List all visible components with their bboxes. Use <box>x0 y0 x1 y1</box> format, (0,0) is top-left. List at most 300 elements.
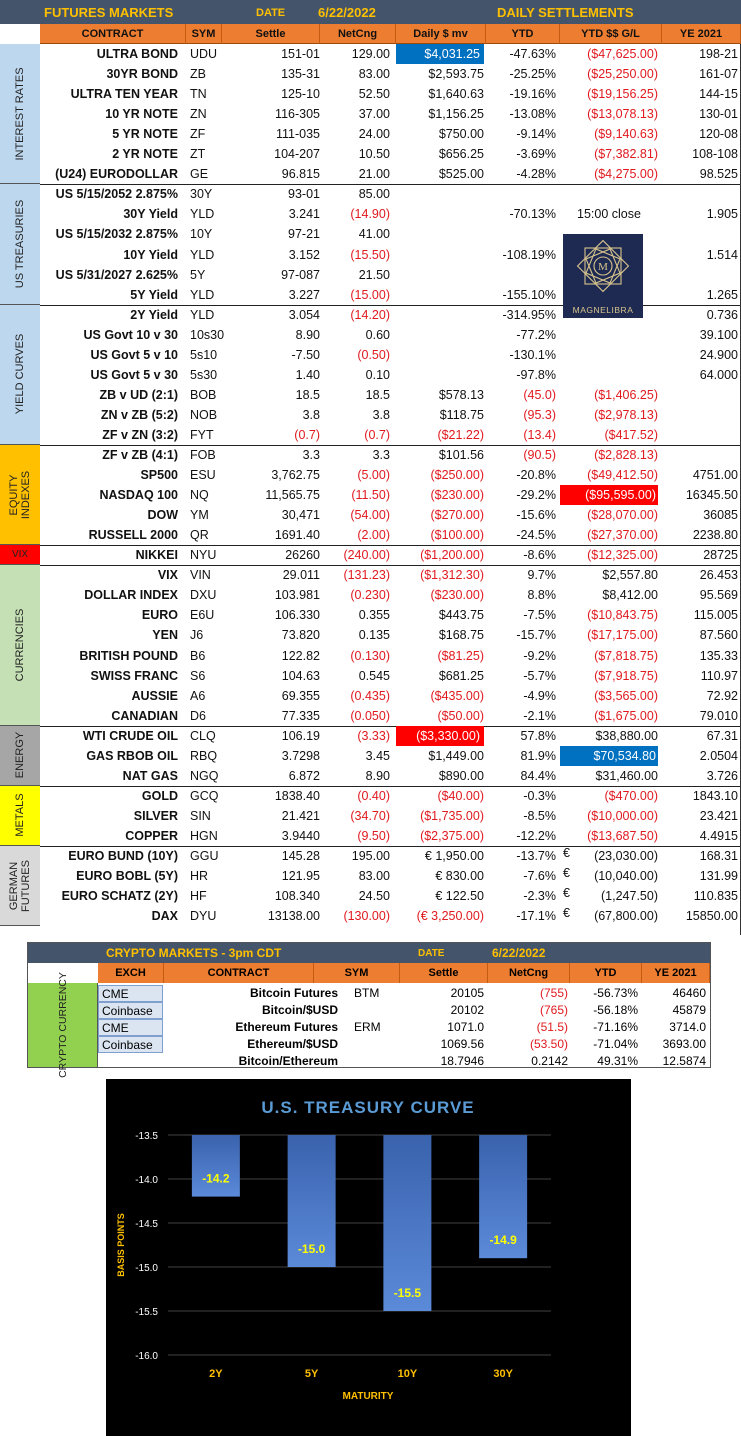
cell-con: NIKKEI <box>135 548 178 563</box>
table-row <box>40 385 740 405</box>
treasury-curve-chart <box>106 1079 631 1436</box>
table-row <box>40 184 740 204</box>
cell-ytd: -17.1% <box>516 909 556 924</box>
cell-set: 3.7298 <box>281 748 320 763</box>
crypto-cell-con: Bitcoin/Ethereum <box>238 1054 338 1068</box>
cell-ytd: -47.63% <box>509 47 556 61</box>
cell-con: EURO SCHATZ (2Y) <box>61 889 178 904</box>
cell-sym: TN <box>190 87 207 102</box>
cell-ye: 2.0504 <box>699 748 738 763</box>
cell-net: (0.230) <box>350 588 390 603</box>
cell-dly <box>396 305 484 325</box>
cell-con: ZF v ZB (4:1) <box>102 448 178 462</box>
cell-net: 37.00 <box>358 107 390 122</box>
cell-ye: 64.000 <box>699 367 738 382</box>
cell-sym: YLD <box>190 207 215 222</box>
crypto-cell-net: 0.2142 <box>531 1054 568 1068</box>
cell-sym: YM <box>190 508 209 523</box>
crypto-cell-set: 1069.56 <box>440 1037 484 1051</box>
cell-con: 5 YR NOTE <box>112 127 178 142</box>
cell-ye: 24.900 <box>699 347 738 362</box>
crypto-cell-ye: 3714.0 <box>669 1020 706 1034</box>
cell-set: 93-01 <box>288 187 320 202</box>
cell-ye: 130-01 <box>699 107 738 122</box>
cell-dly: € 830.00 <box>435 869 484 884</box>
cell-ytd: -70.13% <box>509 207 556 222</box>
crypto-cell-con: Ethereum Futures <box>235 1020 338 1034</box>
cell-ytd: -15.7% <box>516 628 556 643</box>
cell-net: (9.50) <box>357 828 390 843</box>
cell-sym: YLD <box>190 307 215 322</box>
col-daily: Daily $ mv <box>396 24 486 44</box>
crypto-cell-con: Bitcoin/$USD <box>261 1003 338 1017</box>
cell-con: ZB v UD (2:1) <box>99 387 178 402</box>
table-row <box>40 846 740 866</box>
cell-ytd: -8.6% <box>523 548 556 563</box>
cell-ytd: (95.3) <box>523 407 556 422</box>
crypto-row <box>98 1019 710 1036</box>
cell-set: 145.28 <box>281 849 320 863</box>
crypto-row <box>98 985 710 1002</box>
cell-gl: $31,460.00 <box>595 768 658 783</box>
cell-ye: 79.010 <box>699 708 738 723</box>
crypto-date-label: DATE <box>418 948 445 959</box>
cell-net: 18.5 <box>365 387 390 402</box>
cell-sym: DYU <box>190 909 217 924</box>
cell-con: 30Y Yield <box>123 207 178 222</box>
cell-ytd <box>486 184 556 204</box>
cell-dly <box>396 245 484 265</box>
cell-set: 97-21 <box>288 227 320 242</box>
crypto-col-contract: CONTRACT <box>164 963 314 983</box>
cell-net: 24.50 <box>358 889 390 904</box>
cell-gl: (23,030.00) <box>594 849 658 863</box>
cell-net: (240.00) <box>343 548 390 563</box>
crypto-cell-net: (765) <box>539 1003 568 1017</box>
cell-gl: ($12,325.00) <box>587 548 658 563</box>
cell-net: 24.00 <box>358 127 390 142</box>
cell-sym: B6 <box>190 648 206 663</box>
cell-gl: ($2,978.13) <box>594 407 658 422</box>
section-currencies <box>0 565 40 725</box>
cell-ytd: (45.0) <box>523 387 556 402</box>
cell-sym: ZF <box>190 127 206 142</box>
cell-ye: 110.97 <box>700 668 738 683</box>
cell-net: (14.20) <box>350 307 390 322</box>
cell-net: (0.7) <box>364 427 390 442</box>
cell-sym: ZN <box>190 107 207 122</box>
cell-ytd: 57.8% <box>520 728 556 743</box>
cell-net: 0.60 <box>365 327 390 342</box>
cell-con: AUSSIE <box>131 688 178 703</box>
y-axis-label: BASIS POINTS <box>116 1213 126 1277</box>
section-equity-indexes <box>0 445 40 545</box>
cell-set: 111-035 <box>275 127 320 142</box>
cell-ytd: -3.69% <box>516 147 556 162</box>
cell-con: SILVER <box>133 808 178 823</box>
cell-sym: VIN <box>190 568 211 583</box>
cell-set: 135-31 <box>281 67 320 82</box>
cell-con: YEN <box>152 628 178 643</box>
cell-ytd: -130.1% <box>509 347 556 362</box>
crypto-cell-set: 20105 <box>450 986 484 1000</box>
crypto-cell-ytd: -71.16% <box>593 1020 638 1034</box>
cell-dly: $443.75 <box>438 608 484 623</box>
cell-con: US Govt 5 v 30 <box>90 367 178 382</box>
cell-ye: 4751.00 <box>692 468 738 483</box>
cell-ye <box>662 405 738 425</box>
cell-set: 11,565.75 <box>265 488 320 503</box>
cell-ytd: -2.1% <box>523 708 556 723</box>
cell-sym: 5s10 <box>190 347 218 362</box>
cell-ye: 115.005 <box>693 608 738 623</box>
cell-con: NASDAQ 100 <box>99 488 178 503</box>
crypto-cell-set: 20102 <box>450 1003 484 1017</box>
cell-gl: ($19,156.25) <box>587 87 658 102</box>
cell-ytd: -7.6% <box>523 869 556 884</box>
cell-ytd: -108.19% <box>502 247 556 262</box>
y-tick-label: -13.5 <box>135 1131 158 1142</box>
table-row <box>40 766 740 786</box>
cell-con: 2Y Yield <box>130 307 178 322</box>
cell-gl: ($7,382.81) <box>594 147 658 162</box>
section-german-futures <box>0 846 40 926</box>
cell-net: (0.40) <box>357 788 390 803</box>
crypto-cell-ye: 45879 <box>672 1003 706 1017</box>
cell-ytd: -25.25% <box>509 67 556 82</box>
cell-con: CANADIAN <box>111 708 178 723</box>
crypto-col-ytd: YTD <box>570 963 642 983</box>
cell-net: (0.130) <box>350 648 390 663</box>
cell-con: DAX <box>151 909 178 924</box>
cell-sym: S6 <box>190 668 206 683</box>
cell-net: (34.70) <box>350 808 390 823</box>
cell-sym: 10s30 <box>190 327 225 342</box>
section-us-treasuries <box>0 184 40 304</box>
cell-ytd: -4.28% <box>516 167 556 182</box>
cell-ytd: -15.6% <box>516 508 556 523</box>
x-axis-label: MATURITY <box>342 1391 394 1402</box>
crypto-col-exch: EXCH <box>98 963 164 983</box>
cell-net: 85.00 <box>358 187 390 202</box>
cell-dly: ($81.25) <box>437 648 484 663</box>
cell-dly: ($40.00) <box>437 788 484 803</box>
crypto-date: 6/22/2022 <box>492 946 546 960</box>
section-energy <box>0 726 40 786</box>
cell-net: (0.435) <box>350 688 390 703</box>
cell-net: 83.00 <box>358 67 390 82</box>
y-tick-label: -14.5 <box>135 1219 158 1230</box>
cell-ytd: -155.10% <box>502 287 556 302</box>
cell-net: 3.8 <box>372 407 390 422</box>
cell-ytd: -5.7% <box>523 668 556 683</box>
crypto-col-ye2021: YE 2021 <box>642 963 710 983</box>
bar-value-label: -14.2 <box>202 1171 230 1186</box>
crypto-cell-sym <box>354 1036 404 1053</box>
crypto-cell-ytd: -56.18% <box>593 1003 638 1017</box>
cell-gl <box>560 365 658 385</box>
table-row <box>40 124 740 144</box>
cell-dly: $118.75 <box>439 407 484 422</box>
cell-con: SP500 <box>140 468 178 483</box>
cell-net: (15.00) <box>350 287 390 302</box>
crypto-cell-con: Ethereum/$USD <box>247 1037 338 1051</box>
table-row <box>40 625 740 645</box>
crypto-cell-ye: 12.5874 <box>662 1054 706 1068</box>
cell-con: ULTRA TEN YEAR <box>70 87 178 102</box>
cell-con: 10 YR NOTE <box>105 107 178 122</box>
table-row <box>40 545 740 565</box>
table-row <box>40 605 740 625</box>
cell-gl: ($1,675.00) <box>594 708 658 723</box>
table-row <box>40 826 740 846</box>
crypto-title: CRYPTO MARKETS - 3pm CDT <box>106 946 282 960</box>
cell-sym: RBQ <box>190 748 218 763</box>
cell-ye: 28725 <box>703 548 738 563</box>
table-row <box>40 44 740 64</box>
cell-con: COPPER <box>125 828 178 843</box>
cell-set: 103.981 <box>274 588 320 603</box>
cell-set: 3.9440 <box>281 828 320 843</box>
table-row <box>40 425 740 445</box>
section-label: METALS <box>14 793 26 838</box>
cell-ytd: 8.8% <box>527 588 556 603</box>
cell-ytd: -97.8% <box>516 367 556 382</box>
cell-gl: ($1,406.25) <box>594 387 658 402</box>
crypto-row <box>98 1002 710 1019</box>
cell-dly: € 1,950.00 <box>424 849 484 863</box>
cell-set: 30,471 <box>281 508 320 523</box>
cell-set: 8.90 <box>295 327 320 342</box>
crypto-cell-sym <box>354 1053 404 1070</box>
cell-gl: ($10,000.00) <box>587 808 658 823</box>
x-tick-label: 30Y <box>493 1368 513 1380</box>
cell-sym: YLD <box>190 247 215 262</box>
cell-sym: GGU <box>190 849 219 863</box>
table-row <box>40 646 740 666</box>
cell-set: 18.5 <box>295 387 320 402</box>
crypto-header <box>28 943 710 963</box>
cell-ye <box>662 184 738 204</box>
col-contract: CONTRACT <box>40 24 186 44</box>
section-label: ENERGY <box>14 732 26 779</box>
cell-ye: 16345.50 <box>685 488 738 503</box>
cell-con: ZF v ZN (3:2) <box>102 427 178 442</box>
table-row <box>40 706 740 726</box>
cell-ye: 39.100 <box>699 327 738 342</box>
cell-sym: D6 <box>190 708 206 723</box>
section-yield-curves <box>0 305 40 445</box>
section-metals <box>0 786 40 846</box>
crypto-cell-sym: ERM <box>354 1020 381 1034</box>
cell-dly: ($270.00) <box>430 508 484 523</box>
cell-net: (130.00) <box>343 909 390 924</box>
cell-con: US 5/15/2052 2.875% <box>55 187 178 202</box>
cell-gl: ($10,843.75) <box>587 608 658 623</box>
cell-ye: 1.265 <box>706 287 738 302</box>
cell-sym: ESU <box>190 468 216 483</box>
cell-set: 6.872 <box>288 768 320 783</box>
cell-dly <box>396 224 484 244</box>
cell-ye <box>662 445 738 465</box>
crypto-cell-ye: 46460 <box>672 986 706 1000</box>
cell-set: 116-305 <box>275 107 320 122</box>
cell-set: 121.95 <box>281 869 320 884</box>
cell-ytd: -4.9% <box>523 688 556 703</box>
cell-ytd <box>486 265 556 285</box>
crypto-col-settle: Settle <box>400 963 488 983</box>
cell-ye: 26.453 <box>699 568 738 583</box>
table-row <box>40 164 740 184</box>
cell-gl: ($13,078.13) <box>587 107 658 122</box>
cell-con: (U24) EURODOLLAR <box>55 167 178 182</box>
table-row <box>40 906 740 926</box>
cell-dly: ($50.00) <box>437 708 484 723</box>
cell-ye: 4.4915 <box>699 828 738 843</box>
cell-net: 83.00 <box>358 869 390 884</box>
crypto-cell-net: (53.50) <box>529 1037 568 1051</box>
cell-gl: ($95,595.00) <box>560 485 658 505</box>
cell-gl: (1,247.50) <box>601 889 658 904</box>
bar-value-label: -15.5 <box>393 1286 422 1300</box>
table-row <box>40 726 740 746</box>
cell-sym: E6U <box>190 608 215 623</box>
logo-emblem-icon <box>563 234 643 304</box>
cell-dly: $1,449.00 <box>428 748 484 763</box>
cell-con: 30YR BOND <box>106 67 178 82</box>
cell-gl: 15:00 close <box>577 207 641 222</box>
date-value: 6/22/2022 <box>318 5 376 20</box>
cell-ye: 198-21 <box>699 47 738 61</box>
cell-ytd: -19.16% <box>509 87 556 102</box>
cell-net: 0.355 <box>358 608 390 623</box>
chart-svg <box>106 1079 631 1436</box>
crypto-cell-ex: CME <box>98 1019 163 1036</box>
cell-set: 1838.40 <box>274 788 320 803</box>
section-label: GERMAN FUTURES <box>8 859 32 912</box>
cell-ytd <box>486 224 556 244</box>
cell-sym: ZB <box>190 67 206 82</box>
cell-con: EURO <box>141 608 178 623</box>
cell-dly: ($2,375.00) <box>420 828 484 843</box>
cell-con: 5Y Yield <box>130 287 178 302</box>
table-row <box>40 64 740 84</box>
cell-con: EURO BUND (10Y) <box>68 849 178 863</box>
cell-ye: 108-108 <box>692 147 738 162</box>
cell-dly: $578.13 <box>438 387 484 402</box>
cell-gl: ($417.52) <box>604 427 658 442</box>
y-tick-label: -15.0 <box>135 1263 158 1274</box>
cell-gl: $2,557.80 <box>602 568 658 583</box>
cell-sym: J6 <box>190 628 204 643</box>
section-vix <box>0 545 40 565</box>
cell-ye: 144-15 <box>699 87 738 102</box>
crypto-cell-ye: 3693.00 <box>662 1037 706 1051</box>
cell-net: 21.00 <box>358 167 390 182</box>
cell-net: (15.50) <box>350 247 390 262</box>
cell-gl: ($7,918.75) <box>594 668 658 683</box>
cell-ye <box>662 425 738 445</box>
cell-set: 3.3 <box>302 448 320 462</box>
cell-ye: 67.31 <box>706 728 738 743</box>
cell-con: BRITISH POUND <box>79 648 178 663</box>
cell-set: 106.19 <box>281 728 320 743</box>
cell-dly <box>396 325 484 345</box>
cell-set: 3.241 <box>288 207 320 222</box>
cell-sym: UDU <box>190 47 218 61</box>
table-row <box>40 866 740 886</box>
cell-set: 1691.40 <box>274 528 320 543</box>
cell-set: 1.40 <box>295 367 320 382</box>
euro-symbol: € <box>563 906 570 921</box>
col-netcng: NetCng <box>320 24 396 44</box>
cell-con: DOLLAR INDEX <box>84 588 178 603</box>
cell-sym: 10Y <box>190 227 213 242</box>
cell-con: 10Y Yield <box>123 247 178 262</box>
cell-net: (54.00) <box>350 508 390 523</box>
cell-dly: $750.00 <box>438 127 484 142</box>
cell-net: 52.50 <box>358 87 390 102</box>
table-row <box>40 345 740 365</box>
cell-sym: NYU <box>190 548 217 563</box>
cell-dly: $168.75 <box>438 628 484 643</box>
bar-2y <box>192 1135 240 1197</box>
cell-dly: ($1,200.00) <box>420 548 484 563</box>
cell-ye: 120-08 <box>699 127 738 142</box>
cell-net: 0.545 <box>358 668 390 683</box>
section-label: INTEREST RATES <box>14 67 26 161</box>
cell-set: 3.227 <box>288 287 320 302</box>
cell-sym: ZT <box>190 147 206 162</box>
cell-con: US Govt 5 v 10 <box>90 347 178 362</box>
cell-net: (2.00) <box>357 528 390 543</box>
cell-gl: $8,412.00 <box>602 588 658 603</box>
section-label: YIELD CURVES <box>14 334 26 415</box>
cell-set: 3,762.75 <box>271 468 320 483</box>
cell-set: 108.340 <box>274 889 320 904</box>
crypto-table <box>27 942 711 1078</box>
cell-net: 195.00 <box>351 849 390 863</box>
cell-dly: $2,593.75 <box>428 67 484 82</box>
cell-gl: $38,880.00 <box>595 728 658 743</box>
cell-dly <box>396 285 484 305</box>
table-row <box>40 465 740 485</box>
cell-set: 3.8 <box>302 407 320 422</box>
cell-net: (5.00) <box>357 468 390 483</box>
cell-gl: ($25,250.00) <box>587 67 658 82</box>
table-row <box>40 806 740 826</box>
cell-ytd: -20.8% <box>516 468 556 483</box>
crypto-cell-ex: CME <box>98 985 163 1002</box>
table-row <box>40 746 740 766</box>
cell-sym: FOB <box>190 448 216 462</box>
col-ye2021: YE 2021 <box>662 24 741 44</box>
cell-dly <box>396 265 484 285</box>
cell-ytd: -0.3% <box>523 788 556 803</box>
cell-sym: DXU <box>190 588 217 603</box>
cell-dly: ($1,312.30) <box>420 568 484 583</box>
bar-10y <box>383 1135 431 1311</box>
cell-gl <box>560 345 658 365</box>
cell-ye: 161-07 <box>699 67 738 82</box>
cell-dly: ($435.00) <box>430 688 484 703</box>
table-row <box>40 505 740 525</box>
cell-gl: ($13,687.50) <box>587 828 658 843</box>
table-row <box>40 204 740 224</box>
cell-ye: 36085 <box>703 508 738 523</box>
cell-ytd: -29.2% <box>516 488 556 503</box>
cell-ytd: -314.95% <box>502 307 556 322</box>
